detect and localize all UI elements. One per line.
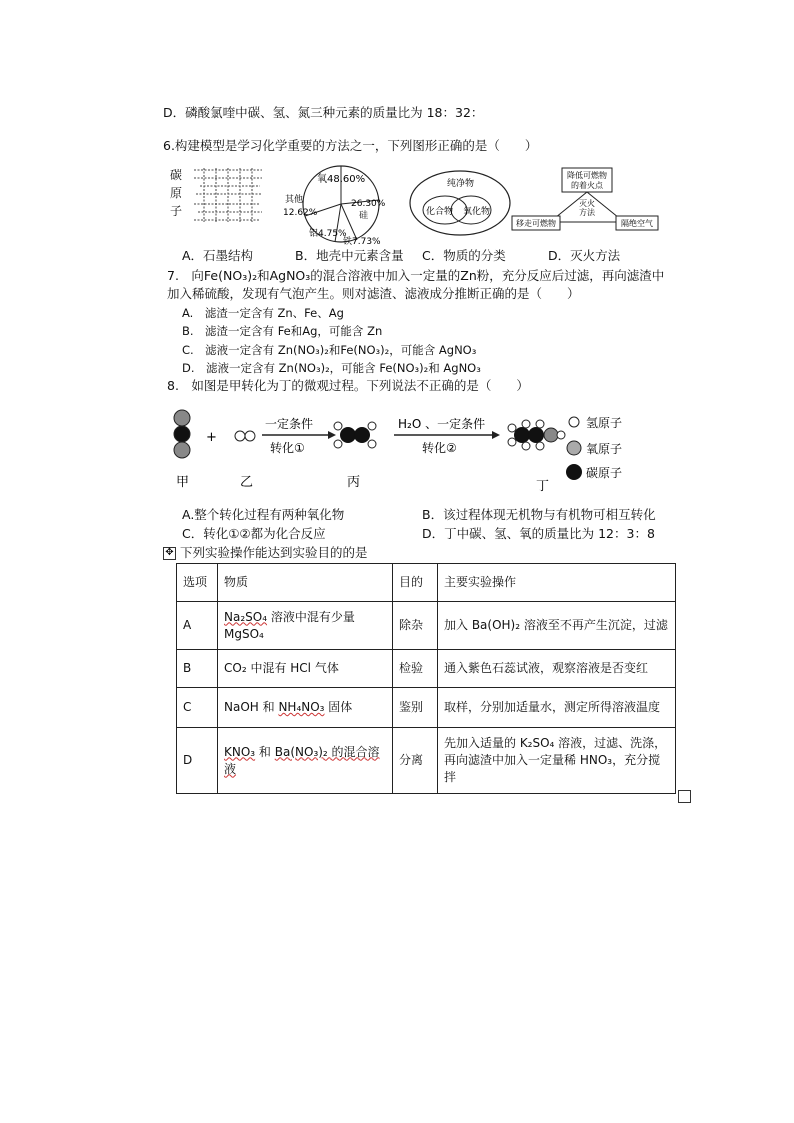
q8-plus: + xyxy=(206,430,217,445)
cell-substance xyxy=(218,688,393,728)
cell-substance xyxy=(218,728,393,794)
cell-substance: CO₂ 中混有 HCl 气体 xyxy=(218,650,393,688)
cell-operation: 先加入适量的 K₂SO₄ 溶液，过滤、洗涤，再向滤渣中加入一定量稀 HNO₃，充分搅拌 xyxy=(438,728,676,794)
table-header-row xyxy=(177,564,676,602)
q8-arrow1-top: 一定条件 xyxy=(265,417,314,431)
cell-purpose: 检验 xyxy=(393,650,438,688)
q8-reaction-diagram xyxy=(170,404,670,496)
fire-left-box: 移走可燃物 xyxy=(516,219,556,228)
venn-label-pure: 纯净物 xyxy=(447,179,475,189)
graphite-label-3: 子 xyxy=(170,204,183,218)
q8-option-d: D．丁中碳、氢、氧的质量比为 12：3：8 xyxy=(422,526,655,541)
substance-text: 溶液中混有少量 xyxy=(267,609,355,624)
q8-name-yi: 乙 xyxy=(240,475,254,490)
fire-center-line1: 灭火 xyxy=(579,199,595,208)
q8-arrow2-top: H₂O 、一定条件 xyxy=(398,417,486,431)
fire-method-diagram xyxy=(510,166,660,236)
fire-top-line1: 降低可燃物 xyxy=(567,171,607,180)
substance-formula-2: Ba(NO₃)₂ 的混合溶液 xyxy=(224,744,380,776)
q6-option-d: D．灭火方法 xyxy=(548,248,621,263)
legend-hydrogen: 氢原子 xyxy=(586,416,623,430)
table-resize-handle-icon[interactable] xyxy=(678,790,691,803)
pie-label-iron: 铁7.73% xyxy=(343,237,381,246)
cell-operation: 取样，分别加适量水，测定所得溶液温度 xyxy=(438,688,676,728)
pie-label-silicon-pct: 26.30% xyxy=(351,199,386,209)
header-option: 选项 xyxy=(177,564,218,602)
graphite-structure-graphic xyxy=(190,164,266,226)
q8-arrow1-bottom: 转化① xyxy=(270,441,305,455)
table-row xyxy=(177,728,676,794)
legend-oxygen: 氧原子 xyxy=(586,442,623,456)
q8-option-c: C．转化①②都为化合反应 xyxy=(182,526,326,541)
q9-stem: 下列实验操作能达到实验目的的是 xyxy=(180,545,368,560)
table-move-handle-icon[interactable]: ✥ xyxy=(163,547,176,560)
q8-option-b: B．该过程体现无机物与有机物可相互转化 xyxy=(422,507,656,522)
q6-stem: 6.构建模型是学习化学重要的方法之一，下列图形正确的是（ ） xyxy=(163,138,538,153)
fire-center-line2: 方法 xyxy=(579,208,595,217)
header-purpose: 目的 xyxy=(393,564,438,602)
cell-option: B xyxy=(177,650,218,688)
cell-option: A xyxy=(177,602,218,650)
q7-stem-line2: 加入稀硫酸，发现有气泡产生。则对滤渣、滤液成分推断正确的是（ ） xyxy=(167,286,580,301)
q9-table xyxy=(176,563,676,794)
graphite-label-2: 原 xyxy=(170,186,183,200)
header-substance: 物质 xyxy=(218,564,393,602)
cell-option: C xyxy=(177,688,218,728)
q8-name-jia: 甲 xyxy=(176,475,190,490)
pie-label-aluminium: 铝4.75% xyxy=(309,229,347,239)
substance-formula-2: MgSO₄ xyxy=(224,626,264,641)
substance-text: NaOH 和 xyxy=(224,700,279,714)
q8-arrow2-bottom: 转化② xyxy=(422,441,457,455)
header-operation: 主要实验操作 xyxy=(438,564,676,602)
q8-stem: 8. 如图是甲转化为丁的微观过程。下列说法不正确的是（ ） xyxy=(167,378,529,393)
table-row xyxy=(177,650,676,688)
q7-option-c: C. 滤液一定含有 Zn(NO₃)₂和Fe(NO₃)₂，可能含 AgNO₃ xyxy=(182,343,477,357)
pie-label-other-pct: 12.62% xyxy=(283,208,318,218)
venn-diagram xyxy=(407,168,513,238)
pie-label-oxygen: 氧48.60% xyxy=(317,174,366,185)
pie-label-other: 其他 xyxy=(285,195,304,205)
cell-purpose: 除杂 xyxy=(393,602,438,650)
venn-label-compound: 化合物 xyxy=(426,207,454,217)
graphite-label-1: 碳 xyxy=(170,168,183,182)
q7-option-d: D. 滤液一定含有 Zn(NO₃)₂，可能含 Fe(NO₃)₂和 AgNO₃ xyxy=(182,361,481,375)
cell-operation: 通入紫色石蕊试液，观察溶液是否变红 xyxy=(438,650,676,688)
cell-substance xyxy=(218,602,393,650)
q7-option-a: A. 滤渣一定含有 Zn、Fe、Ag xyxy=(182,306,344,320)
q6-option-b: B．地壳中元素含量 xyxy=(295,248,404,263)
q5-option-d: D．磷酸氯喹中碳、氢、氮三种元素的质量比为 18：32： xyxy=(163,105,484,120)
q8-option-a: A.整个转化过程有两种氧化物 xyxy=(182,507,345,522)
substance-text: 和 xyxy=(255,744,275,759)
q7-stem-line1: 7. 向Fe(NO₃)₂和AgNO₃的混合溶液中加入一定量的Zn粉，充分反应后过滤，再向滤渣中 xyxy=(167,268,665,283)
q8-name-bing: 丙 xyxy=(347,475,361,490)
q6-option-c: C．物质的分类 xyxy=(422,248,506,263)
substance-text-2: 固体 xyxy=(324,700,353,714)
q8-name-ding: 丁 xyxy=(536,479,550,494)
table-row xyxy=(177,602,676,650)
substance-formula: NH₄NO₃ xyxy=(278,700,325,714)
cell-purpose: 分离 xyxy=(393,728,438,794)
graphite-figure xyxy=(170,164,266,228)
fire-right-box: 隔绝空气 xyxy=(621,219,653,228)
table-row xyxy=(177,688,676,728)
substance-formula: Na₂SO₄ xyxy=(224,609,268,624)
cell-option: D xyxy=(177,728,218,794)
cell-purpose: 鉴别 xyxy=(393,688,438,728)
crust-pie-chart xyxy=(283,162,397,246)
cell-operation: 加入 Ba(OH)₂ 溶液至不再产生沉淀，过滤 xyxy=(438,602,676,650)
substance-formula: KNO₃ xyxy=(224,744,256,759)
legend-carbon: 碳原子 xyxy=(586,466,623,480)
q7-option-b: B. 滤渣一定含有 Fe和Ag，可能含 Zn xyxy=(182,324,383,338)
fire-top-line2: 的着火点 xyxy=(571,181,603,190)
pie-label-silicon: 硅 xyxy=(359,211,369,221)
q6-option-a: A．石墨结构 xyxy=(182,248,254,263)
venn-label-oxide: 氧化物 xyxy=(463,207,491,217)
